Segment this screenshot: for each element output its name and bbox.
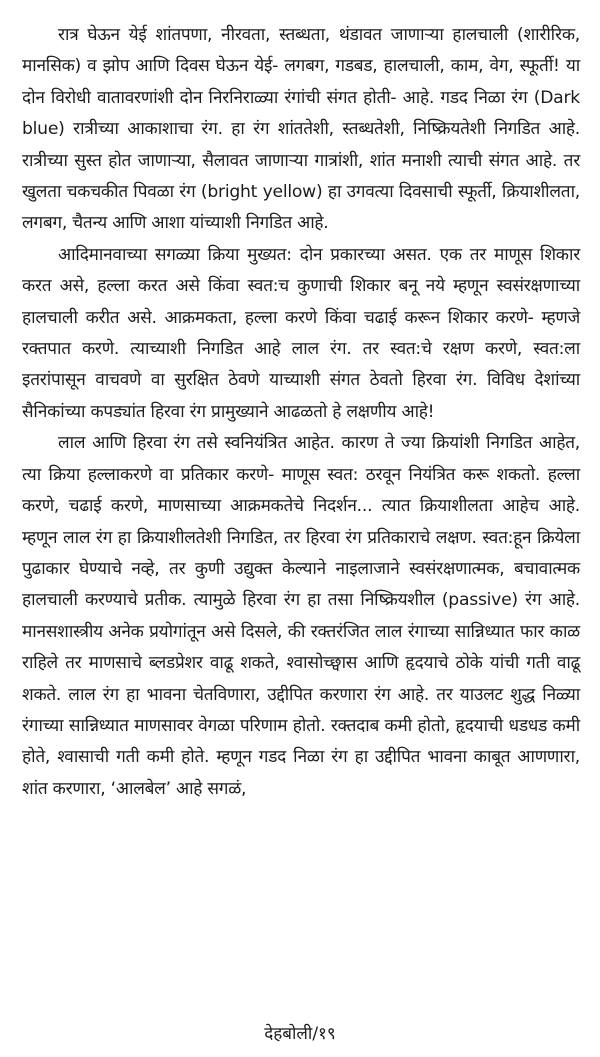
- paragraph-primitive-man-colors: आदिमानवाच्या सगळ्या क्रिया मुख्यत: दोन प्रकारच्या असत. एक तर माणूस शिकार करत असे, हल्ला करत असे किंवा स्वत:च कुणाची शिकार बनू नये म्हणून स्वसंरक्षणाच्या हालचाली करीत असे. आक्रमकता, हल्ला करणे किंवा चढाई करून शिकार करणे- म्हणजे रक्तपात करणे. त्याच्याशी निगडित आहे लाल रंग. तर स्वत:चे रक्षण करणे, स्वत:ला इतरांपासून वाचवणे वा सुरक्षित ठेवणे याच्याशी संगत ठेवतो हिरवा रंग. विविध देशांच्या सैनिकांच्या कपड्यांत हिरवा रंग प्रामुख्याने आढळतो हे लक्षणीय आहे!: [22, 244, 580, 422]
- page-footer: [0, 1022, 600, 1046]
- paragraph-red-green-blue-effects: लाल आणि हिरवा रंग तसे स्वनियंत्रित आहेत. कारण ते ज्या क्रियांशी निगडित आहेत, त्या क्रिया हल्लाकरणे वा प्रतिकार करणे- माणूस स्वत: ठरवून नियंत्रित करू शकतो. हल्ला करणे, चढाई करणे, माणसाच्या आक्रमकतेचे निदर्शन... त्यात क्रियाशीलता आहेच आहे. म्हणून लाल रंग हा क्रियाशीलतेशी निगडित, तर हिरवा रंग प्रतिकाराचे लक्षण. स्वत:हून क्रियेला पुढाकार घेण्याचे नव्हे, तर कुणी उद्युक्त केल्याने नाइलाजाने स्वसंरक्षणात्मक, बचावात्मक हालचाली करण्याचे प्रतीक. त्यामुळे हिरवा रंग हा तसा निष्क्रियशील (passive) रंग आहे. मानसशास्त्रीय अनेक प्रयोगांतून असे दिसले, की रक्तरंजित लाल रंगाच्या सान्निध्यात फार काळ राहिले तर माणसाचे ब्लडप्रेशर वाढू शकते, श्वासोच्छ्वास आणि हृदयाचे ठोके यांची गती वाढू शकते. लाल रंग हा भावना चेतविणारा, उद्दीपित करणारा रंग आहे. तर याउलट शुद्ध निळ्या रंगाच्या सान्निध्यात माणसावर वेगळा परिणाम होतो. रक्तदाब कमी होतो, हृदयाची धडधड कमी होते, श्वासाची गती कमी होते. म्हणून गडद निळा रंग हा उद्दीपित भावना काबूत आणणारा, शांत करणारा, ‘आलबेल’ आहे सगळं,: [22, 433, 580, 799]
- paragraph-night-day-colors: रात्र घेऊन येई शांतपणा, नीरवता, स्तब्धता, थंडावत जाणाऱ्या हालचाली (शारीरिक, मानसिक) व झोप आणि दिवस घेऊन येई- लगबग, गडबड, हालचाली, काम, वेग, स्फूर्ती! या दोन विरोधी वातावरणांशी दोन निरनिराळ्या रंगांची संगत होती- आहे. गडद निळा रंग (Dark blue) रात्रीच्या आकाशाचा रंग. हा रंग शांततेशी, स्तब्धतेशी, निष्क्रियतेशी निगडित आहे. रात्रीच्या सुस्त होत जाणाऱ्या, सैलावत जाणाऱ्या गात्रांशी, शांत मनाशी त्याची संगत आहे. तर खुलता चकचकीत पिवळा रंग (bright yellow) हा उगवत्या दिवसाची स्फूर्ती, क्रियाशीलता, लगबग, चैतन्य आणि आशा यांच्याशी निगडित आहे.: [22, 25, 580, 234]
- page-body: [22, 20, 580, 805]
- page-number-label: देहबोली/१९: [264, 1024, 336, 1044]
